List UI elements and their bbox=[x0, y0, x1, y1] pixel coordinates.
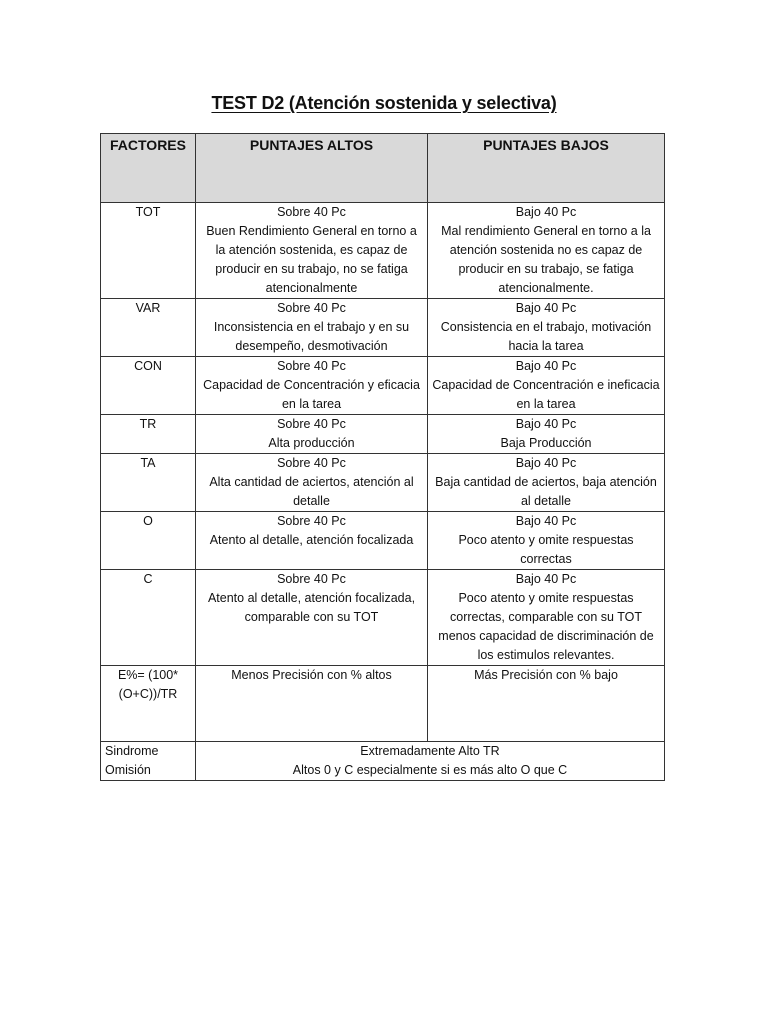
alto-pc: Sobre 40 Pc bbox=[277, 456, 346, 470]
factor-cell: O bbox=[101, 512, 196, 570]
bajo-pc: Bajo 40 Pc bbox=[515, 205, 577, 219]
alto-pc: Sobre 40 Pc bbox=[277, 514, 346, 528]
bajo-desc: Consistencia en el trabajo, motivación hacia la tarea bbox=[440, 320, 652, 353]
table-header-row bbox=[101, 134, 665, 203]
alto-cell bbox=[196, 454, 428, 512]
alto-desc: Buen Rendimiento General en torno a la atención sostenida, es capaz de producir en su trabajo, no se fatiga atencionalmente bbox=[206, 224, 417, 295]
alto-pc: Sobre 40 Pc bbox=[277, 301, 346, 315]
alto-desc: Atento al detalle, atención focalizada bbox=[209, 533, 414, 547]
bajo-cell bbox=[428, 299, 665, 357]
bajo-desc: Baja Producción bbox=[500, 436, 592, 450]
alto-cell bbox=[196, 415, 428, 454]
factor-cell: VAR bbox=[101, 299, 196, 357]
bajo-pc: Bajo 40 Pc bbox=[515, 359, 577, 373]
bajo-desc: Poco atento y omite respuestas correctas, comparable con su TOT menos capacidad de discriminación de los estimulos relevantes. bbox=[438, 591, 654, 662]
bajo-desc: Mal rendimiento General en torno a la atención sostenida no es capaz de producir en su trabajo, se fatiga atencionalmente. bbox=[441, 224, 651, 295]
alto-cell bbox=[196, 570, 428, 666]
header-puntajes-altos: PUNTAJES ALTOS bbox=[196, 134, 428, 203]
bajo-pc: Bajo 40 Pc bbox=[515, 301, 577, 315]
d2-factors-table bbox=[100, 133, 665, 781]
bajo-desc: Más Precisión con % bajo bbox=[474, 668, 618, 682]
alto-cell bbox=[196, 203, 428, 299]
alto-desc: Menos Precisión con % altos bbox=[231, 668, 392, 682]
table-row bbox=[101, 666, 665, 742]
sindrome-line-1: Extremadamente Alto TR bbox=[360, 744, 500, 758]
alto-desc: Alta producción bbox=[268, 436, 355, 450]
bajo-desc: Poco atento y omite respuestas correctas bbox=[458, 533, 634, 566]
alto-cell bbox=[196, 357, 428, 415]
bajo-desc: Baja cantidad de aciertos, baja atención al detalle bbox=[435, 475, 657, 508]
alto-pc: Sobre 40 Pc bbox=[277, 359, 346, 373]
table-row bbox=[101, 570, 665, 666]
table-row bbox=[101, 512, 665, 570]
page-title: TEST D2 (Atención sostenida y selectiva) bbox=[211, 93, 557, 113]
factor-cell: TA bbox=[101, 454, 196, 512]
sindrome-row bbox=[101, 742, 665, 781]
factor-cell: C bbox=[101, 570, 196, 666]
alto-pc: Sobre 40 Pc bbox=[277, 417, 346, 431]
alto-cell bbox=[196, 299, 428, 357]
bajo-cell bbox=[428, 512, 665, 570]
sindrome-label: Sindrome Omisión bbox=[101, 742, 196, 781]
bajo-cell bbox=[428, 203, 665, 299]
table-row bbox=[101, 299, 665, 357]
bajo-cell bbox=[428, 570, 665, 666]
table-row bbox=[101, 203, 665, 299]
alto-pc: Sobre 40 Pc bbox=[277, 572, 346, 586]
bajo-cell bbox=[428, 357, 665, 415]
factor-cell: TOT bbox=[101, 203, 196, 299]
sindrome-desc-cell bbox=[196, 742, 665, 781]
table-row bbox=[101, 357, 665, 415]
alto-desc: Inconsistencia en el trabajo y en su desempeño, desmotivación bbox=[213, 320, 410, 353]
alto-desc: Capacidad de Concentración y eficacia en la tarea bbox=[203, 378, 420, 411]
factor-cell: TR bbox=[101, 415, 196, 454]
bajo-pc: Bajo 40 Pc bbox=[515, 456, 577, 470]
alto-desc: Alta cantidad de aciertos, atención al detalle bbox=[209, 475, 414, 508]
alto-desc: Atento al detalle, atención focalizada, comparable con su TOT bbox=[207, 591, 416, 624]
factor-cell: E%= (100* (O+C))/TR bbox=[101, 666, 196, 742]
bajo-cell bbox=[428, 415, 665, 454]
bajo-cell bbox=[428, 666, 665, 742]
bajo-pc: Bajo 40 Pc bbox=[515, 417, 577, 431]
header-puntajes-bajos: PUNTAJES BAJOS bbox=[428, 134, 665, 203]
bajo-desc: Capacidad de Concentración e ineficacia en la tarea bbox=[432, 378, 660, 411]
bajo-pc: Bajo 40 Pc bbox=[515, 514, 577, 528]
sindrome-line-2: Altos 0 y C especialmente si es más alto O que C bbox=[292, 763, 568, 777]
alto-cell bbox=[196, 666, 428, 742]
factor-cell: CON bbox=[101, 357, 196, 415]
bajo-cell bbox=[428, 454, 665, 512]
table-row bbox=[101, 415, 665, 454]
table-row bbox=[101, 454, 665, 512]
alto-cell bbox=[196, 512, 428, 570]
header-factores: FACTORES bbox=[101, 134, 196, 203]
alto-pc: Sobre 40 Pc bbox=[277, 205, 346, 219]
bajo-pc: Bajo 40 Pc bbox=[515, 572, 577, 586]
